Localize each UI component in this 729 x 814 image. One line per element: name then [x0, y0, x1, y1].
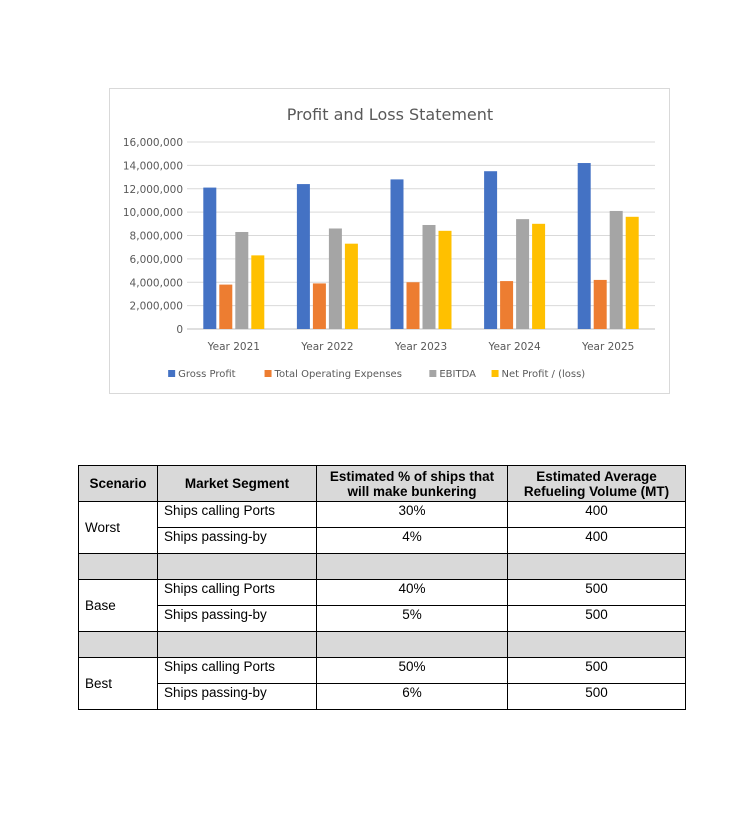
bar-net-profit-loss: [345, 244, 358, 329]
table-row: [79, 502, 686, 528]
legend-swatch: [429, 370, 436, 377]
x-tick-label: Year 2022: [301, 341, 354, 353]
bar-gross-profit: [391, 179, 404, 329]
profit-loss-chart: [109, 88, 670, 394]
percent-cell: 30%: [317, 502, 508, 528]
header-refueling-volume: Estimated Average Refueling Volume (MT): [508, 466, 686, 502]
spacer-cell: [508, 632, 686, 658]
legend-swatch: [492, 370, 499, 377]
legend-swatch: [168, 370, 175, 377]
percent-cell: 6%: [317, 684, 508, 710]
bar-ebitda: [610, 211, 623, 329]
x-tick-label: Year 2021: [207, 341, 260, 353]
volume-cell: 500: [508, 658, 686, 684]
y-tick-label: 2,000,000: [129, 300, 183, 313]
scenario-worst: Worst: [79, 502, 158, 554]
volume-cell: 500: [508, 606, 686, 632]
spacer-cell: [508, 554, 686, 580]
legend-swatch: [265, 370, 272, 377]
table-row: [79, 684, 686, 710]
y-tick-label: 12,000,000: [122, 183, 183, 196]
table-row: [79, 606, 686, 632]
y-tick-label: 8,000,000: [129, 230, 183, 243]
legend-label: Net Profit / (loss): [501, 369, 586, 380]
segment-cell: Ships calling Ports: [158, 658, 317, 684]
percent-cell: 5%: [317, 606, 508, 632]
volume-cell: 500: [508, 580, 686, 606]
segment-cell: Ships passing-by: [158, 606, 317, 632]
percent-cell: 4%: [317, 528, 508, 554]
legend-label: Total Operating Expenses: [274, 369, 402, 380]
bar-net-profit-loss: [532, 224, 545, 329]
bar-total-operating-expenses: [313, 283, 326, 329]
bar-ebitda: [235, 232, 248, 329]
spacer-cell: [158, 632, 317, 658]
segment-cell: Ships calling Ports: [158, 580, 317, 606]
bar-total-operating-expenses: [219, 285, 232, 329]
header-estimated-percent: Estimated % of ships that will make bunkering: [317, 466, 508, 502]
y-tick-label: 0: [176, 324, 183, 336]
bar-gross-profit: [203, 188, 216, 329]
y-tick-label: 14,000,000: [122, 160, 183, 173]
y-tick-label: 16,000,000: [122, 137, 183, 149]
spacer-cell: [317, 632, 508, 658]
table-row: [79, 658, 686, 684]
header-scenario: Scenario: [79, 466, 158, 502]
table-row: [79, 528, 686, 554]
segment-cell: Ships passing-by: [158, 684, 317, 710]
spacer-row: [79, 554, 686, 580]
legend-label: Gross Profit: [178, 369, 236, 380]
volume-cell: 500: [508, 684, 686, 710]
bar-total-operating-expenses: [500, 281, 513, 329]
y-tick-label: 4,000,000: [129, 277, 183, 290]
spacer-cell: [79, 632, 158, 658]
percent-cell: 40%: [317, 580, 508, 606]
table-header-row: [79, 466, 686, 502]
bar-net-profit-loss: [251, 255, 264, 329]
bar-total-operating-expenses: [407, 282, 420, 329]
scenario-base: Base: [79, 580, 158, 632]
bar-gross-profit: [297, 184, 310, 329]
volume-cell: 400: [508, 502, 686, 528]
y-tick-label: 6,000,000: [129, 253, 183, 266]
spacer-cell: [317, 554, 508, 580]
scenario-table: [78, 465, 686, 710]
bar-net-profit-loss: [626, 217, 639, 329]
spacer-cell: [79, 554, 158, 580]
chart-title: Profit and Loss Statement: [286, 105, 494, 124]
header-market-segment: Market Segment: [158, 466, 317, 502]
segment-cell: Ships passing-by: [158, 528, 317, 554]
spacer-cell: [158, 554, 317, 580]
segment-cell: Ships calling Ports: [158, 502, 317, 528]
legend-label: EBITDA: [439, 369, 476, 380]
bar-ebitda: [423, 225, 436, 329]
bar-net-profit-loss: [439, 231, 452, 329]
bar-ebitda: [329, 228, 342, 329]
percent-cell: 50%: [317, 658, 508, 684]
bar-gross-profit: [484, 171, 497, 329]
bar-ebitda: [516, 219, 529, 329]
scenario-best: Best: [79, 658, 158, 710]
bar-total-operating-expenses: [594, 280, 607, 329]
volume-cell: 400: [508, 528, 686, 554]
chart-canvas: [110, 89, 671, 395]
table-row: [79, 580, 686, 606]
x-tick-label: Year 2024: [488, 341, 541, 353]
y-tick-label: 10,000,000: [122, 207, 183, 220]
bar-gross-profit: [578, 163, 591, 329]
x-tick-label: Year 2025: [582, 341, 635, 353]
x-tick-label: Year 2023: [394, 341, 448, 353]
spacer-row: [79, 632, 686, 658]
